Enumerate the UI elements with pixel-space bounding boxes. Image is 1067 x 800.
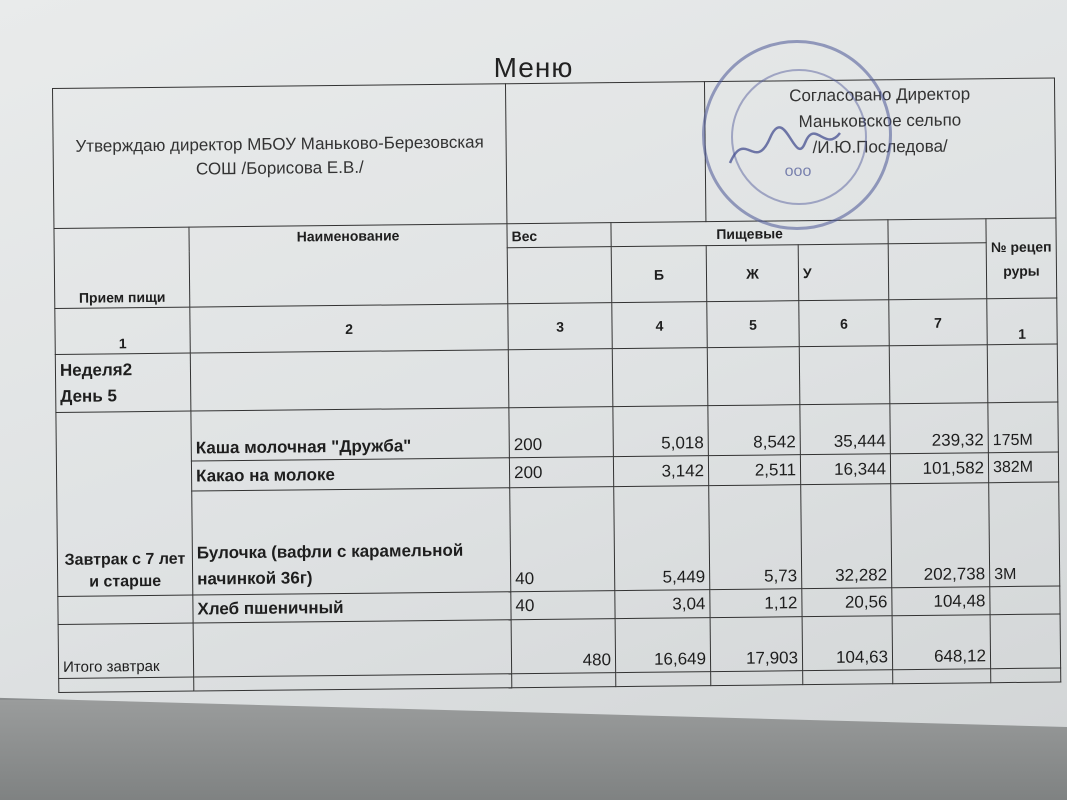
index-cell: 3 xyxy=(508,303,612,350)
approval-blank xyxy=(505,82,705,224)
header-meal: Прием пищи xyxy=(54,227,190,308)
total-b: 16,649 xyxy=(615,618,711,673)
dish-u: 35,444 xyxy=(800,404,891,455)
total-weight: 480 xyxy=(511,619,616,674)
blank-cell xyxy=(990,614,1061,669)
day-label: День 5 xyxy=(60,385,117,406)
header-kcal-bottom xyxy=(888,243,987,300)
round-stamp xyxy=(702,40,892,230)
header-u: У xyxy=(798,244,889,301)
header-nutrients: Пищевые xyxy=(611,220,888,247)
week-row xyxy=(55,344,1058,412)
blank-cell xyxy=(987,344,1058,403)
blank-cell xyxy=(707,347,800,406)
dish-b: 3,142 xyxy=(613,456,708,487)
week-label: Неделя2 xyxy=(59,359,133,380)
stamp-text: ооо xyxy=(784,163,812,180)
blank-cell xyxy=(193,620,512,677)
index-cell: 1 xyxy=(987,298,1057,345)
page-title: Меню xyxy=(493,52,574,83)
dish-recipe: 3М xyxy=(989,482,1060,587)
header-b: Б xyxy=(611,246,707,303)
dish-b: 5,018 xyxy=(613,406,709,457)
week-day-cell xyxy=(55,353,191,412)
dish-u: 20,56 xyxy=(802,588,892,617)
dish-u: 32,282 xyxy=(801,484,892,589)
blank-cell xyxy=(508,349,613,408)
dish-weight: 40 xyxy=(510,487,615,592)
dish-weight: 200 xyxy=(509,407,614,458)
dish-kcal: 202,738 xyxy=(891,483,990,588)
dish-recipe: 175М xyxy=(988,402,1059,453)
blank-cell xyxy=(612,348,708,407)
header-recipe: № рецеп руры xyxy=(986,218,1057,299)
blank-cell xyxy=(59,677,194,692)
dish-kcal: 239,32 xyxy=(890,403,989,454)
blank-cell xyxy=(803,670,893,685)
header-kcal-top xyxy=(888,219,986,244)
dish-zh: 5,73 xyxy=(709,485,802,590)
menu-table xyxy=(52,77,1061,692)
dish-name: Какао на молоке xyxy=(191,458,509,491)
index-cell: 6 xyxy=(799,300,889,347)
header-zh: Ж xyxy=(706,245,799,302)
dish-b: 5,449 xyxy=(614,486,710,591)
dish-name: Булочка (вафли с карамельной начинкой 36г) xyxy=(192,488,511,595)
blank-cell xyxy=(190,350,509,411)
approval-row xyxy=(53,78,1056,228)
index-cell: 2 xyxy=(190,304,508,353)
total-label: Итого завтрак xyxy=(58,623,194,678)
dish-recipe: 382М xyxy=(988,452,1058,483)
dish-recipe xyxy=(990,586,1060,615)
dish-weight: 200 xyxy=(509,457,613,488)
blank-cell xyxy=(194,674,512,691)
total-kcal: 648,12 xyxy=(892,615,991,670)
table-row xyxy=(57,482,1060,596)
dish-name: Хлеб пшеничный xyxy=(193,592,511,623)
total-zh: 17,903 xyxy=(710,617,803,672)
header-weight-blank xyxy=(507,247,612,304)
blank-cell xyxy=(893,669,991,684)
approval-right-line3: /И.Ю.Последова/ xyxy=(812,136,948,158)
dish-kcal: 104,48 xyxy=(892,587,990,616)
blank-cell xyxy=(711,671,803,686)
dish-u: 16,344 xyxy=(800,454,890,485)
meal-group-label: Завтрак с 7 лет и старше xyxy=(56,411,193,596)
dish-weight: 40 xyxy=(511,591,615,620)
dish-zh: 2,511 xyxy=(708,455,800,486)
dish-kcal: 101,582 xyxy=(890,453,988,484)
index-cell: 4 xyxy=(612,302,707,349)
header-weight: Вес xyxy=(507,223,611,248)
blank-cell xyxy=(616,672,711,687)
index-cell: 7 xyxy=(889,299,987,346)
blank-cell xyxy=(889,345,988,404)
blank-cell xyxy=(991,668,1061,683)
blank-cell xyxy=(512,673,616,688)
approval-left: Утверждаю директор МБОУ Маньково-Березовская СОШ /Борисова Е.В./ xyxy=(53,84,507,229)
approval-right-line1: Согласовано Директор xyxy=(789,84,971,106)
blank-cell xyxy=(799,346,890,405)
index-cell: 1 xyxy=(55,307,190,354)
dish-zh: 8,542 xyxy=(708,405,801,456)
dish-zh: 1,12 xyxy=(710,589,802,618)
dish-b: 3,04 xyxy=(615,590,710,619)
approval-right-line2: Маньковское сельпо xyxy=(798,110,962,132)
header-name: Наименование xyxy=(189,224,508,307)
dish-name: Каша молочная "Дружба" xyxy=(191,408,510,461)
total-u: 104,63 xyxy=(802,616,893,671)
blank-cell xyxy=(58,595,193,624)
index-cell: 5 xyxy=(707,301,799,348)
